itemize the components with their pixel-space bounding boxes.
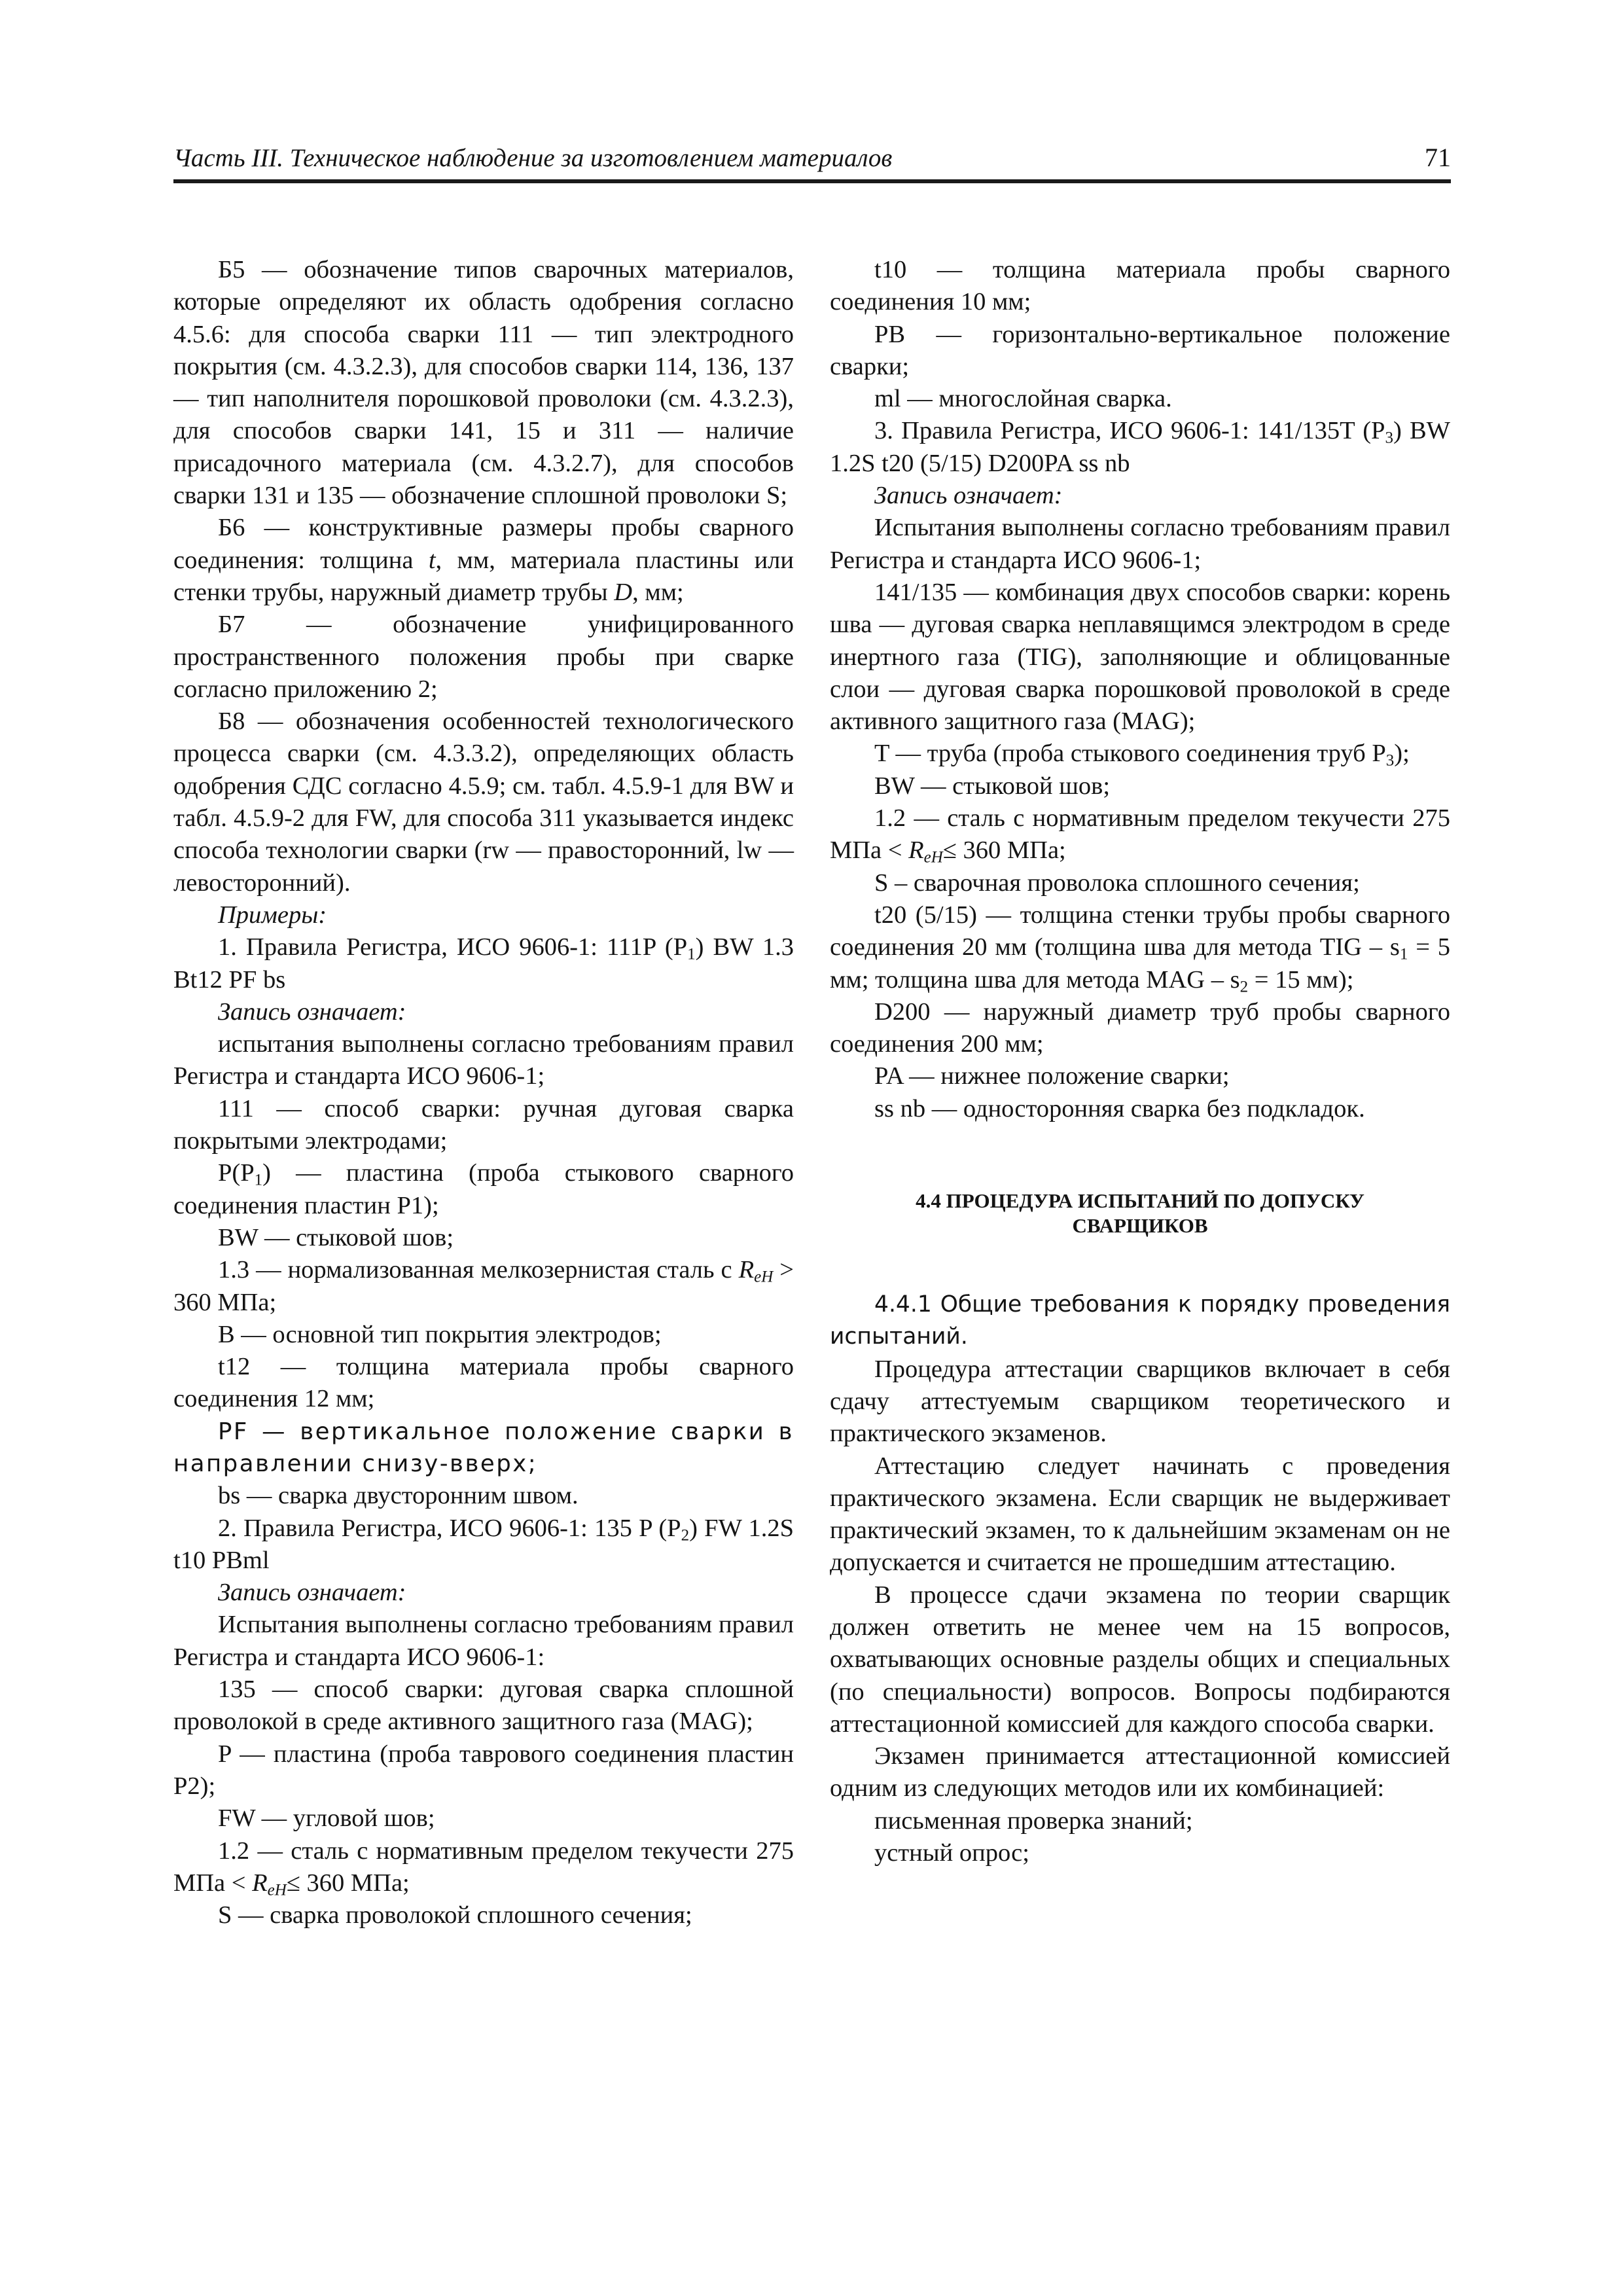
right-column (830, 254, 1450, 1869)
section-list-item: устный опрос; (874, 1839, 1029, 1867)
example-3-line: t20 (5/15) — толщина стенки трубы пробы сварного соединения 20 мм (толщина шва для метода TIG – $s_1 = 5$ мм; толщина шва для метода MAG – $s_2 = 15$ мм); (830, 901, 1450, 996)
example-2-line: P — пластина (проба таврового соединения пластин P2); (173, 1740, 794, 1800)
running-header (173, 139, 1451, 183)
example-3-line: S – сварочная проволока сплошного сечения; (874, 869, 1360, 897)
example-3-line: D200 — наружный диаметр труб пробы сварного соединения 200 мм; (830, 997, 1450, 1058)
example-1-line: BW — стыковой шов; (218, 1223, 454, 1251)
example-3-line: PA — нижнее положение сварки; (874, 1062, 1230, 1090)
example-1-line: 111 — способ сварки: ручная дуговая сварка покрытыми электродами; (173, 1094, 794, 1155)
paragraph-b8: Б8 — обозначения особенностей технологического процесса сварки (см. 4.3.3.2), определяющих область одобрения СДС согласно 4.5.9; см. табл. 4.5.9-1 для BW и табл. 4.5.9-2 для FW, для способа 311 указывается индекс способа технологии сварки (rw — правосторонний, lw — левосторонний). (173, 708, 794, 897)
paragraph-b7: Б7 — обозначение унифицированного пространственного положения пробы при сварке согласно приложению 2; (173, 611, 794, 703)
example-2-line: t10 — толщина материала пробы сварного соединения 10 мм; (830, 256, 1450, 316)
section-list-item: письменная проверка знаний; (874, 1806, 1193, 1835)
left-column (173, 254, 794, 1931)
example-3-line: BW — стыковой шов; (874, 772, 1111, 800)
example-1-record-label: Запись означает: (218, 997, 406, 1026)
example-1-line: t12 — толщина материала пробы сварного соединения 12 мм; (173, 1353, 794, 1413)
example-3-line: T — труба (проба стыкового соединения труб $P_3$); (874, 740, 1410, 770)
header-title: Часть III. Техническое наблюдение за изготовлением материалов (173, 144, 893, 172)
page-number: 71 (1425, 143, 1451, 172)
section-paragraph: Процедура аттестации сварщиков включает в себя сдачу аттестуемым сварщиком теоретического и практического экзаменов. (830, 1355, 1450, 1448)
example-3-code: 3. Правила Регистра, ИСО 9606-1: 141/135T $(P_3)$ BW 1.2S t20 (5/15) D200PA ss nb (830, 417, 1451, 477)
paragraph-b6: Б6 — конструктивные размеры пробы сварного соединения: толщина t, мм, материала пластины или стенки трубы, наружный диаметр трубы D, мм; (173, 514, 794, 606)
example-1-line: B — основной тип покрытия электродов; (218, 1320, 662, 1348)
example-2-line: 1.2 — сталь с нормативным пределом текучести 275 МПа < $R_{eH}\le 360$ МПа; (173, 1837, 794, 1899)
example-1-line: $P(P_1)$ — пластина (проба стыкового сварного соединения пластин P1); (173, 1159, 794, 1219)
example-3-line: ss nb — односторонняя сварка без подкладок. (874, 1094, 1365, 1122)
example-1-line: bs — сварка двусторонним швом. (218, 1482, 579, 1510)
example-2-record-label: Запись означает: (218, 1579, 406, 1607)
section-heading: 4.4 ПРОЦЕДУРА ИСПЫТАНИЙ ПО ДОПУСКУ СВАРЩИКОВ (916, 1189, 1364, 1238)
example-2-line: FW — угловой шов; (218, 1804, 435, 1833)
example-3-line: 141/135 — комбинация двух способов сварки: корень шва — дуговая сварка неплавящимся электродом в среде инертного газа (TIG), заполняющие и облицованные слои — дуговая сварка порошковой проволокой в среде активного защитного газа (MAG); (830, 578, 1450, 736)
subsection-title: 4.4.1 Общие требования к порядку проведения испытаний. (830, 1291, 1450, 1350)
example-1-line: 1.3 — нормализованная мелкозернистая сталь с $R_{eH} > 360$ МПа; (173, 1256, 794, 1316)
example-2-line: Испытания выполнены согласно требованиям правил Регистра и стандарта ИСО 9606-1: (173, 1611, 794, 1671)
example-1-line: PF — вертикальное положение сварки в направлении снизу-вверх; (173, 1418, 794, 1477)
example-3-record-label: Запись означает: (874, 482, 1063, 510)
example-3-line: Испытания выполнены согласно требованиям правил Регистра и стандарта ИСО 9606-1; (830, 514, 1450, 574)
examples-label: Примеры: (218, 901, 327, 929)
example-3-line: 1.2 — сталь с нормативным пределом текучести 275 МПа < $R_{eH}\le 360$ МПа; (830, 804, 1450, 867)
example-2-code: 2. Правила Регистра, ИСО 9606-1: 135 P $(P_2)$ FW 1.2S t10 PBml (173, 1514, 794, 1574)
example-2-line: S — сварка проволокой сплошного сечения; (218, 1901, 692, 1929)
example-2-line: 135 — способ сварки: дуговая сварка сплошной проволокой в среде активного защитного газа (MAG); (173, 1676, 794, 1736)
section-paragraph: Экзамен принимается аттестационной комиссией одним из следующих методов или их комбинацией: (830, 1742, 1450, 1803)
section-paragraph: В процессе сдачи экзамена по теории сварщик должен ответить не менее чем на 15 вопросов, охватывающих основные разделы общих и специальных (по специальности) вопросов. Вопросы подбираются аттестационной комиссией для каждого способа сварки. (830, 1581, 1450, 1738)
section-paragraph: Аттестацию следует начинать с проведения практического экзамена. Если сварщик не выдерживает практический экзамен, то к дальнейшим экзаменам он не допускается и считается не прошедшим аттестацию. (830, 1452, 1450, 1577)
paragraph-b5: Б5 — обозначение типов сварочных материалов, которые определяют их область одобрения согласно 4.5.6: для способа сварки 111 — тип электродного покрытия (см. 4.3.2.3), для способов сварки 114, 136, 137 — тип наполнителя порошковой проволоки (см. 4.3.2.3), для способов сварки 141, 15 и 311 — наличие присадочного материала (см. 4.3.2.7), для способов сварки 131 и 135 — обозначение сплошной проволоки S; (173, 256, 794, 510)
example-2-line: PB — горизонтально-вертикальное положение сварки; (830, 320, 1450, 380)
example-1-code: 1. Правила Регистра, ИСО 9606-1: 111P $(P_1)$ BW 1.3 Bt12 PF bs (173, 933, 794, 994)
example-2-line: ml — многослойная сварка. (874, 385, 1172, 413)
example-1-line: испытания выполнены согласно требованиям правил Регистра и стандарта ИСО 9606-1; (173, 1030, 794, 1090)
